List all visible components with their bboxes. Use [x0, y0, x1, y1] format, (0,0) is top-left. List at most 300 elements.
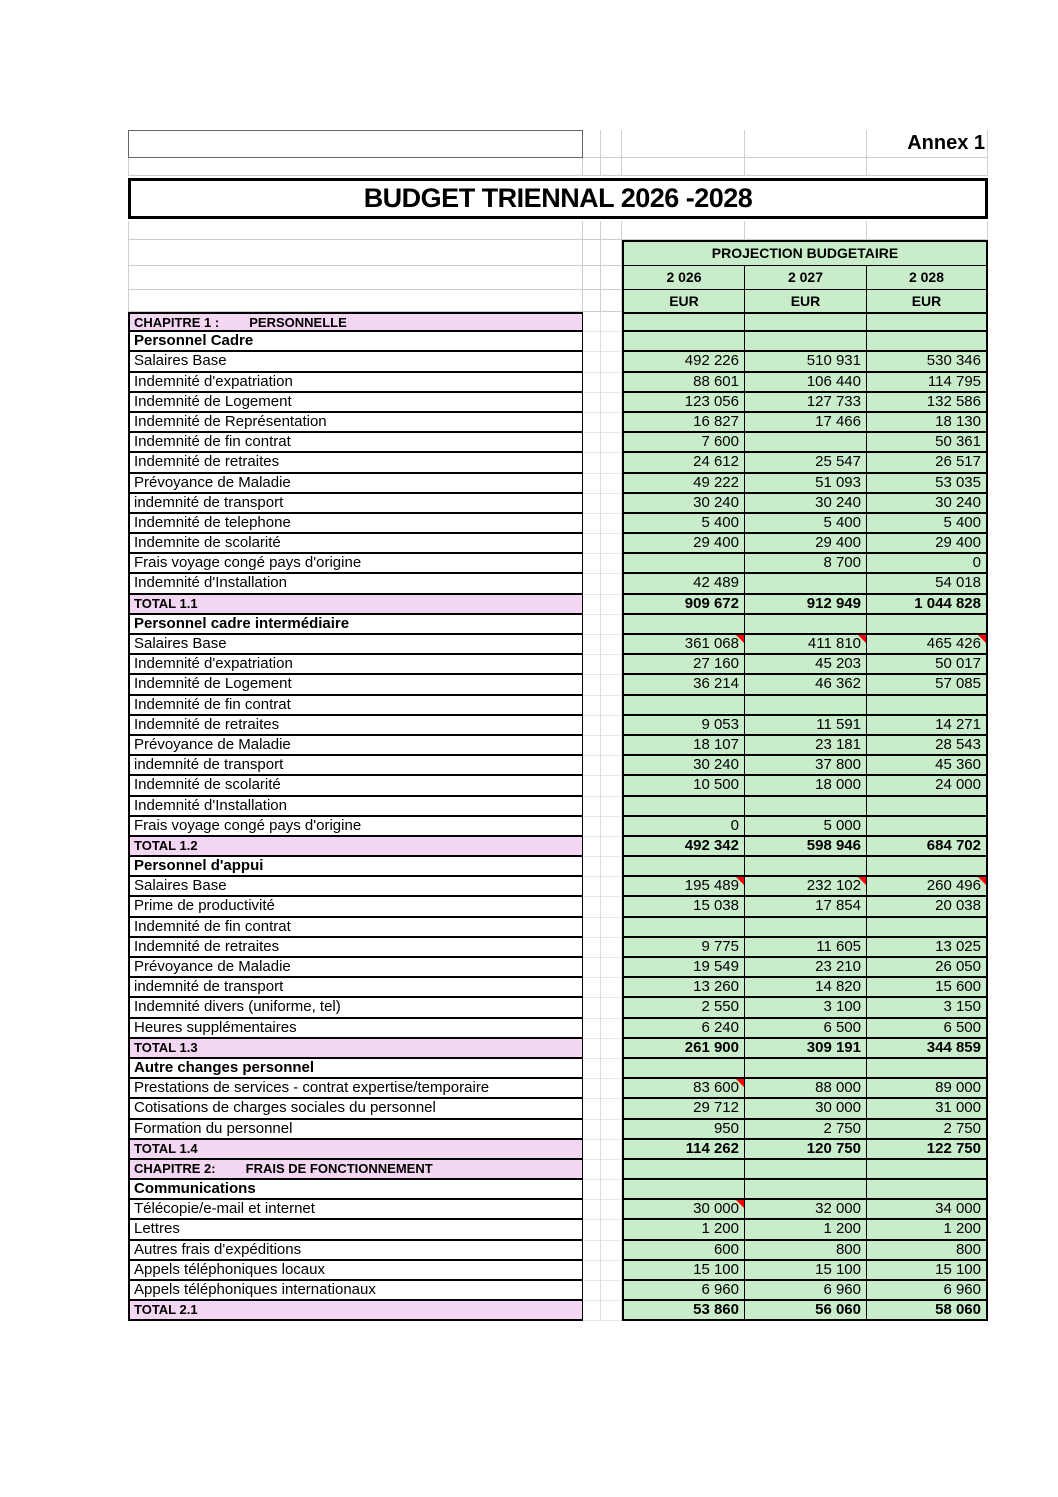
spacer-cell — [601, 1180, 622, 1200]
value-text: 19 549 — [693, 958, 739, 975]
year-header-2026: 2 026 — [622, 266, 745, 290]
value-text: 127 733 — [806, 392, 861, 410]
value-text: 800 — [835, 1240, 861, 1258]
value-cell-2028 — [867, 1261, 988, 1281]
value-text: 45 203 — [815, 655, 861, 673]
spacer-cell — [601, 756, 622, 776]
item-row-label — [128, 736, 583, 756]
value-cell-2026 — [622, 413, 745, 433]
item-row-label — [128, 998, 583, 1018]
item-row-label — [128, 1019, 583, 1039]
grid-cell — [583, 290, 601, 312]
row-label-text: Indemnité de fin contrat — [134, 433, 291, 451]
grid-cell — [622, 221, 745, 240]
item-row-label — [128, 938, 583, 958]
spacer-cell — [601, 413, 622, 433]
value-cell-2027 — [745, 938, 867, 958]
value-cell-2027 — [745, 534, 867, 554]
value-cell-2027 — [745, 332, 867, 352]
grid-cell — [601, 130, 622, 158]
spacer-cell — [583, 595, 601, 615]
item-row-label — [128, 776, 583, 796]
value-cell-2027 — [745, 1099, 867, 1119]
value-cell-2028 — [867, 696, 988, 716]
value-cell-2027 — [745, 312, 867, 332]
spacer-cell — [583, 1301, 601, 1321]
value-text: 31 000 — [935, 1099, 981, 1117]
value-cell-2028 — [867, 756, 988, 776]
value-text: 5 400 — [701, 513, 739, 531]
value-cell-2028 — [867, 1180, 988, 1200]
value-cell-2026 — [622, 998, 745, 1018]
value-text: 34 000 — [935, 1200, 981, 1218]
spacer-cell — [583, 494, 601, 514]
value-cell-2026 — [622, 453, 745, 473]
value-text: 26 050 — [935, 958, 981, 975]
value-cell-2028 — [867, 332, 988, 352]
item-row-label — [128, 655, 583, 675]
value-cell-2026 — [622, 776, 745, 796]
value-text: 5 000 — [823, 816, 861, 834]
currency-header-2026: EUR — [622, 290, 745, 312]
value-text: 1 044 828 — [914, 594, 981, 612]
spacer-cell — [601, 554, 622, 574]
value-cell-2028 — [867, 1059, 988, 1079]
value-cell-2026 — [622, 1200, 745, 1220]
value-cell-2028 — [867, 474, 988, 494]
item-row-label — [128, 635, 583, 655]
item-row-label — [128, 1200, 583, 1220]
grid-cell — [745, 130, 867, 158]
spacer-cell — [583, 998, 601, 1018]
value-text: 114 262 — [685, 1139, 739, 1157]
value-text: 9 053 — [701, 715, 739, 733]
value-cell-2027 — [745, 574, 867, 594]
value-text: 492 342 — [684, 836, 739, 854]
value-cell-2028 — [867, 655, 988, 675]
comment-marker-icon — [736, 1079, 744, 1087]
spacer-cell — [601, 938, 622, 958]
section-row-label — [128, 615, 583, 635]
value-text: 56 060 — [815, 1301, 861, 1319]
spacer-cell — [601, 352, 622, 372]
value-cell-2027 — [745, 696, 867, 716]
value-cell-2026 — [622, 897, 745, 917]
row-label-text: Indemnité de Représentation — [134, 412, 327, 430]
value-cell-2028 — [867, 494, 988, 514]
value-text: 57 085 — [935, 675, 981, 693]
value-cell-2026 — [622, 655, 745, 675]
value-text: 5 400 — [823, 513, 861, 531]
value-text: 123 056 — [684, 392, 739, 410]
value-cell-2028 — [867, 1220, 988, 1240]
value-text: 30 240 — [935, 493, 981, 511]
row-label-text: Indemnité de retraites — [134, 715, 280, 733]
grid-cell — [583, 221, 601, 240]
value-cell-2028 — [867, 433, 988, 453]
total-row-label — [128, 1301, 583, 1321]
spacer-cell — [601, 857, 622, 877]
item-row-label — [128, 433, 583, 453]
spacer-cell — [583, 1019, 601, 1039]
value-text: 25 547 — [815, 453, 861, 471]
value-cell-2028 — [867, 998, 988, 1018]
value-cell-2027 — [745, 716, 867, 736]
item-row-label — [128, 1120, 583, 1140]
value-cell-2027 — [745, 978, 867, 998]
value-cell-2028 — [867, 534, 988, 554]
spacer-cell — [583, 373, 601, 393]
value-text: 18 130 — [935, 412, 981, 430]
row-label-text: Salaires Base — [134, 635, 227, 652]
spacer-cell — [583, 635, 601, 655]
spacer-cell — [601, 615, 622, 635]
value-cell-2026 — [622, 837, 745, 857]
spacer-cell — [601, 696, 622, 716]
spacer-cell — [583, 675, 601, 695]
row-label-text: TOTAL 1.3 — [134, 1039, 198, 1055]
value-text: 260 496 — [926, 877, 981, 895]
spacer-cell — [583, 352, 601, 372]
value-cell-2028 — [867, 615, 988, 635]
spacer-cell — [583, 514, 601, 534]
grid-cell — [583, 158, 601, 176]
value-text: 465 426 — [926, 635, 981, 652]
value-cell-2026 — [622, 978, 745, 998]
value-cell-2027 — [745, 1180, 867, 1200]
value-text: 309 191 — [806, 1038, 861, 1056]
grid-cell — [745, 158, 867, 176]
item-row-label — [128, 514, 583, 534]
spacer-cell — [601, 1140, 622, 1160]
value-cell-2026 — [622, 958, 745, 978]
value-cell-2028 — [867, 978, 988, 998]
value-text: 51 093 — [815, 473, 861, 491]
value-cell-2027 — [745, 1039, 867, 1059]
value-cell-2026 — [622, 938, 745, 958]
value-text: 598 946 — [806, 836, 861, 854]
spacer-cell — [601, 1301, 622, 1321]
value-cell-2028 — [867, 837, 988, 857]
spacer-cell — [601, 332, 622, 352]
item-row-label — [128, 534, 583, 554]
spacer-cell — [583, 1059, 601, 1079]
spacer-cell — [583, 474, 601, 494]
row-label-text: Appels téléphoniques internationaux — [134, 1281, 376, 1298]
value-text: 909 672 — [684, 594, 739, 612]
item-row-label — [128, 756, 583, 776]
item-row-label — [128, 958, 583, 978]
spacer-cell — [601, 1241, 622, 1261]
value-cell-2027 — [745, 877, 867, 897]
value-text: 49 222 — [693, 473, 739, 491]
value-text: 7 600 — [701, 433, 739, 451]
value-cell-2028 — [867, 1241, 988, 1261]
row-label-text: Lettres — [134, 1220, 180, 1238]
item-row-label — [128, 877, 583, 897]
year-header-2027: 2 027 — [745, 266, 867, 290]
spacer-cell — [583, 1120, 601, 1140]
section-row-label — [128, 332, 583, 352]
value-cell-2028 — [867, 595, 988, 615]
spacer-cell — [601, 918, 622, 938]
spacer-cell — [583, 897, 601, 917]
value-text: 13 025 — [935, 937, 981, 955]
chapter-row-label — [128, 312, 583, 332]
spacer-cell — [601, 1281, 622, 1301]
value-text: 600 — [713, 1240, 739, 1258]
value-cell-2028 — [867, 918, 988, 938]
value-cell-2026 — [622, 696, 745, 716]
row-label-text: TOTAL 1.1 — [134, 595, 198, 611]
value-cell-2027 — [745, 736, 867, 756]
spacer-cell — [601, 1099, 622, 1119]
value-cell-2027 — [745, 373, 867, 393]
value-cell-2027 — [745, 675, 867, 695]
item-row-label — [128, 453, 583, 473]
value-text: 29 400 — [935, 534, 981, 552]
value-text: 232 102 — [806, 877, 861, 895]
value-cell-2026 — [622, 1261, 745, 1281]
spacer-cell — [601, 635, 622, 655]
item-row-label — [128, 978, 583, 998]
value-cell-2027 — [745, 514, 867, 534]
value-text: 106 440 — [806, 372, 861, 390]
value-text: 53 860 — [693, 1301, 739, 1319]
spacer-cell — [583, 1140, 601, 1160]
spacer-cell — [601, 534, 622, 554]
row-label-text: Indemnité de retraites — [134, 937, 280, 955]
spacer-cell — [583, 918, 601, 938]
item-row-label — [128, 897, 583, 917]
value-text: 122 750 — [926, 1139, 981, 1157]
row-sublabel-text: PERSONNELLE — [249, 315, 347, 330]
value-cell-2028 — [867, 312, 988, 332]
value-text: 912 949 — [806, 594, 861, 612]
value-cell-2027 — [745, 655, 867, 675]
value-text: 30 240 — [815, 493, 861, 511]
value-cell-2027 — [745, 433, 867, 453]
value-cell-2026 — [622, 494, 745, 514]
row-label-text: Personnel cadre intermédiaire — [134, 614, 350, 632]
value-text: 6 960 — [701, 1281, 739, 1298]
value-cell-2027 — [745, 918, 867, 938]
value-cell-2027 — [745, 595, 867, 615]
value-text: 14 820 — [815, 978, 861, 996]
spacer-cell — [583, 1099, 601, 1119]
value-cell-2026 — [622, 736, 745, 756]
spacer-cell — [583, 1241, 601, 1261]
value-cell-2027 — [745, 857, 867, 877]
value-cell-2026 — [622, 373, 745, 393]
value-cell-2028 — [867, 675, 988, 695]
value-cell-2026 — [622, 716, 745, 736]
row-label-text: Prime de productivité — [134, 897, 275, 915]
spacer-cell — [601, 393, 622, 413]
projection-budgetaire-header: PROJECTION BUDGETAIRE — [622, 240, 988, 266]
value-text: 9 775 — [701, 937, 739, 955]
value-cell-2026 — [622, 1301, 745, 1321]
value-cell-2026 — [622, 514, 745, 534]
grid-cell — [745, 221, 867, 240]
value-text: 30 000 — [815, 1099, 861, 1117]
value-text: 0 — [730, 816, 739, 834]
spacer-cell — [583, 453, 601, 473]
item-row-label — [128, 1079, 583, 1099]
value-text: 89 000 — [935, 1079, 981, 1097]
value-cell-2027 — [745, 837, 867, 857]
value-text: 30 240 — [693, 493, 739, 511]
total-row-label — [128, 837, 583, 857]
value-cell-2026 — [622, 756, 745, 776]
value-cell-2026 — [622, 1059, 745, 1079]
grid-cell — [128, 290, 583, 312]
value-text: 46 362 — [815, 675, 861, 693]
value-cell-2027 — [745, 998, 867, 1018]
row-label-text: indemnité de transport — [134, 756, 284, 774]
value-cell-2026 — [622, 1140, 745, 1160]
value-cell-2026 — [622, 635, 745, 655]
value-cell-2026 — [622, 918, 745, 938]
item-row-label — [128, 352, 583, 372]
item-row-label — [128, 1241, 583, 1261]
value-cell-2028 — [867, 1120, 988, 1140]
spacer-cell — [583, 413, 601, 433]
spacer-cell — [583, 1079, 601, 1099]
row-label-text: Indemnité d'expatriation — [134, 372, 293, 390]
value-text: 24 612 — [693, 453, 739, 471]
row-label-text: Indemnité de scolarité — [134, 776, 281, 794]
value-cell-2026 — [622, 1079, 745, 1099]
row-label-text: Personnel d'appui — [134, 857, 264, 875]
spacer-cell — [601, 514, 622, 534]
spacer-cell — [601, 817, 622, 837]
value-cell-2028 — [867, 776, 988, 796]
value-text: 344 859 — [926, 1038, 981, 1056]
row-label-text: TOTAL 1.2 — [134, 837, 198, 853]
value-cell-2027 — [745, 756, 867, 776]
value-cell-2028 — [867, 1019, 988, 1039]
value-cell-2028 — [867, 1160, 988, 1180]
value-cell-2026 — [622, 554, 745, 574]
total-row-label — [128, 1039, 583, 1059]
value-cell-2027 — [745, 393, 867, 413]
grid-cell — [128, 240, 583, 266]
value-cell-2028 — [867, 1039, 988, 1059]
section-row-label — [128, 857, 583, 877]
value-cell-2027 — [745, 1120, 867, 1140]
spacer-cell — [601, 1160, 622, 1180]
spacer-cell — [583, 938, 601, 958]
value-text: 14 271 — [935, 715, 981, 733]
spacer-cell — [583, 615, 601, 635]
value-cell-2028 — [867, 938, 988, 958]
value-cell-2027 — [745, 615, 867, 635]
row-label-text: Frais voyage congé pays d'origine — [134, 816, 362, 834]
value-cell-2028 — [867, 1281, 988, 1301]
value-cell-2027 — [745, 776, 867, 796]
value-cell-2026 — [622, 1039, 745, 1059]
value-text: 15 600 — [935, 978, 981, 996]
value-text: 58 060 — [935, 1301, 981, 1319]
spacer-cell — [601, 373, 622, 393]
value-cell-2027 — [745, 817, 867, 837]
value-text: 411 810 — [807, 635, 861, 652]
spacer-cell — [601, 736, 622, 756]
value-text: 5 400 — [943, 513, 981, 531]
value-cell-2027 — [745, 474, 867, 494]
row-label-text: Indemnite de scolarité — [134, 534, 281, 552]
row-label-text: Indemnité de Logement — [134, 675, 292, 693]
value-text: 15 100 — [815, 1260, 861, 1278]
value-text: 32 000 — [815, 1200, 861, 1218]
page-title: BUDGET TRIENNAL 2026 -2028 — [128, 178, 988, 219]
spacer-cell — [601, 474, 622, 494]
value-text: 361 068 — [684, 635, 739, 652]
comment-marker-icon — [978, 877, 986, 885]
value-text: 36 214 — [693, 675, 739, 693]
spacer-cell — [583, 1039, 601, 1059]
spacer-cell — [601, 433, 622, 453]
value-cell-2028 — [867, 453, 988, 473]
spacer-cell — [583, 797, 601, 817]
value-text: 11 591 — [816, 715, 861, 733]
value-cell-2028 — [867, 857, 988, 877]
value-cell-2027 — [745, 554, 867, 574]
value-text: 6 960 — [943, 1281, 981, 1298]
spacer-cell — [601, 1200, 622, 1220]
value-cell-2028 — [867, 716, 988, 736]
grid-cell — [601, 266, 622, 290]
value-cell-2026 — [622, 534, 745, 554]
value-text: 6 500 — [943, 1018, 981, 1036]
value-cell-2028 — [867, 1140, 988, 1160]
row-label-text: Autres frais d'expéditions — [134, 1240, 302, 1258]
value-cell-2026 — [622, 1019, 745, 1039]
value-text: 83 600 — [693, 1079, 739, 1097]
value-cell-2026 — [622, 1099, 745, 1119]
item-row-label — [128, 1261, 583, 1281]
grid-cell — [583, 266, 601, 290]
grid-cell — [622, 158, 745, 176]
spacer-cell — [583, 433, 601, 453]
item-row-label — [128, 797, 583, 817]
row-label-text: Salaires Base — [134, 877, 227, 895]
value-text: 54 018 — [935, 574, 981, 592]
comment-marker-icon — [858, 877, 866, 885]
item-row-label — [128, 675, 583, 695]
value-text: 50 361 — [935, 433, 981, 451]
spacer-cell — [601, 797, 622, 817]
value-text: 3 150 — [943, 998, 981, 1016]
value-text: 42 489 — [693, 574, 739, 592]
spacer-cell — [583, 776, 601, 796]
row-label-text: Indemnité d'Installation — [134, 796, 287, 814]
item-row-label — [128, 474, 583, 494]
row-label-text: Personnel Cadre — [134, 332, 254, 350]
value-text: 15 038 — [693, 897, 739, 915]
value-cell-2027 — [745, 1241, 867, 1261]
value-text: 37 800 — [815, 756, 861, 774]
value-text: 18 107 — [693, 735, 739, 753]
value-cell-2028 — [867, 1301, 988, 1321]
spacer-cell — [583, 837, 601, 857]
value-text: 18 000 — [815, 776, 861, 794]
value-cell-2028 — [867, 635, 988, 655]
value-cell-2028 — [867, 1099, 988, 1119]
value-text: 30 240 — [693, 756, 739, 774]
value-cell-2027 — [745, 1220, 867, 1240]
